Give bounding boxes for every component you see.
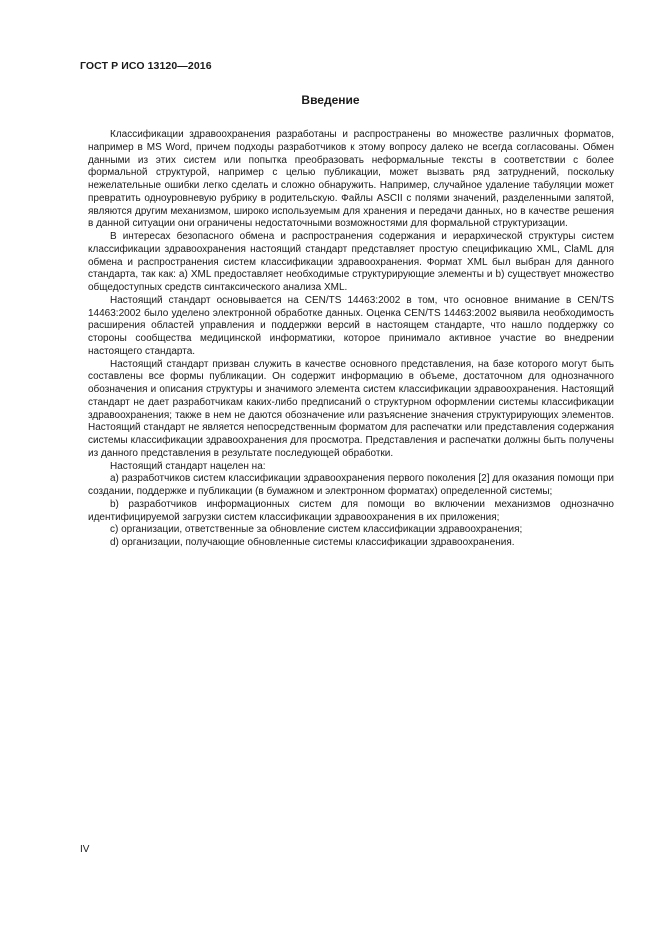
document-code: ГОСТ Р ИСО 13120—2016 xyxy=(80,60,212,72)
paragraph: В интересах безопасного обмена и распространения содержания и иерархической структуры систем классификации здравоохранения настоящий стандарт представляет простую спецификацию XML, ClaML для обмена и распространения систем классификации здравоохранения. Формат XML был выбран для данного стандарта, так как: а) XML предоставляет необходимые структурирующие элементы и b) существует множество общедоступных средств синтаксического анализа XML. xyxy=(88,231,614,293)
section-title: Введение xyxy=(301,93,360,107)
list-item: d) организации, получающие обновленные системы классификации здравоохранения. xyxy=(110,537,515,548)
body-text xyxy=(88,129,614,550)
list-item: c) организации, ответственные за обновление систем классификации здравоохранения; xyxy=(110,524,523,536)
page-number: IV xyxy=(80,844,90,855)
list-item: a) разработчиков систем классификации здравоохранения первого поколения [2] для оказания помощи при создании, поддержке и публикации (в бумажном и электронном форматах) определенной системы; xyxy=(88,473,614,497)
list-item: b) разработчиков информационных систем для помощи во включении механизмов однозначно идентифицируемой загрузки систем классификации здравоохранения в их приложения; xyxy=(88,498,614,523)
paragraph: Настоящий стандарт основывается на CEN/TS 14463:2002 в том, что основное внимание в CEN/TS 14463:2002 было уделено электронной обработке данных. Оценка CEN/TS 14463:2002 выявила необходимость расширения областей управления и поддержки версий в настоящем стандарте, что нашло поддержку со стороны сообщества медицинской информатики, которое принимало активное участие во внедрении настоящего стандарта. xyxy=(88,294,614,357)
paragraph: Настоящий стандарт нацелен на: xyxy=(110,460,266,472)
paragraph: Классификации здравоохранения разработаны и распространены во множестве различных форматов, например в MS Word, причем подходы разработчиков к этому вопросу далеко не всегда согласованы. Обмен данными из этих систем или попытка преобразовать неформальные тексты в соответствии с более формальной структурой, например с целью публикации, может вызвать ряд затруднений, поскольку нежелательные ошибки легко сделать и сложно обнаружить. Например, случайное удаление табуляции может превратить одноуровневую рубрику в родительскую. Файлы ASCII с полями значений, разделенными запятой, являются другим механизмом, широко используемым для хранения и передачи данных, но в качестве решения в данной ситуации они ограничены недостаточными возможностями для формальной структуризации. xyxy=(88,129,614,230)
paragraph: Настоящий стандарт призван служить в качестве основного представления, на базе которого могут быть составлены все формы публикации. Он содержит информацию в объеме, достаточном для однозначного обозначения и описания структуры и значимого элемента систем классификации здравоохранения. Настоящий стандарт не дает разработчикам каких-либо предписаний о структурном оформлении системы классификации здравоохранения; также в нем не даются обозначение или разъяснение значения структурирующих элементов. Настоящий стандарт не является непосредственным форматом для распечатки или представления содержания системы классификации здравоохранения для просмотра. Представления и распечатки должны быть получены из данного представления в результате последующей обработки. xyxy=(88,358,614,459)
